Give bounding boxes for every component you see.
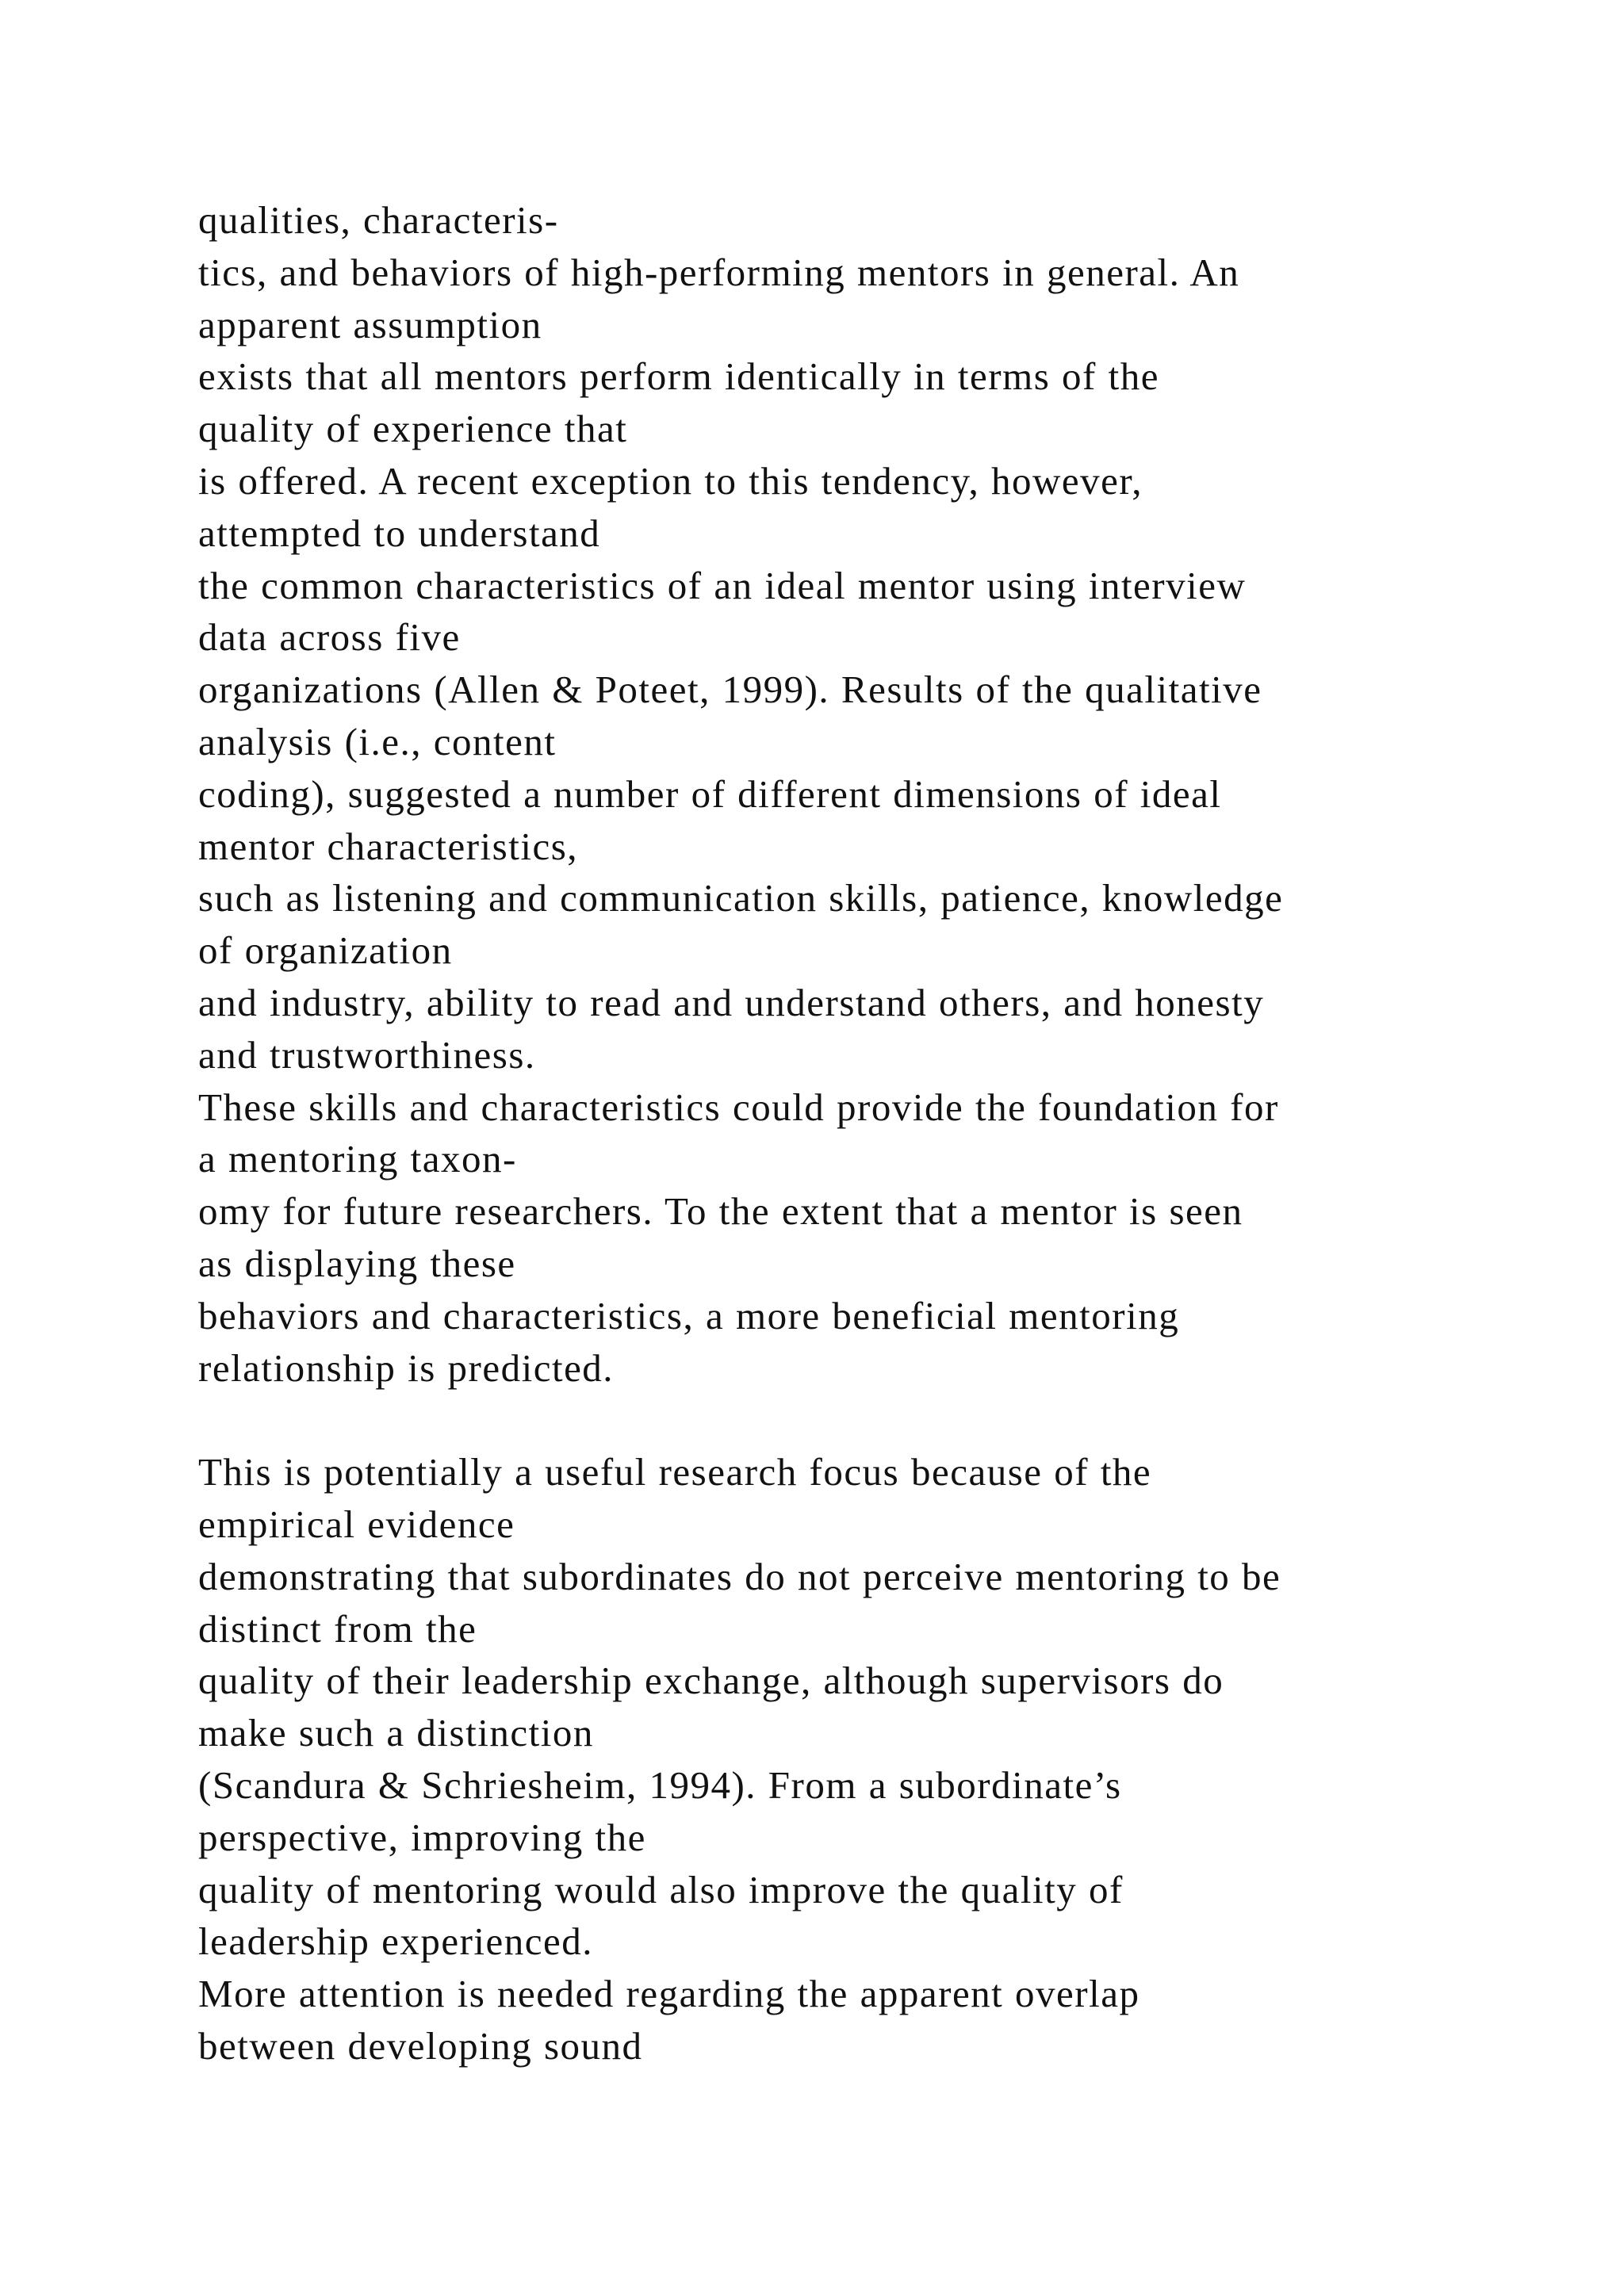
text-line: is offered. A recent exception to this tendency, however, bbox=[198, 458, 1143, 503]
text-line: demonstrating that subordinates do not perceive mentoring to be bbox=[198, 1554, 1281, 1598]
text-line: the common characteristics of an ideal mentor using interview bbox=[198, 563, 1247, 607]
paragraph-break bbox=[198, 1394, 1594, 1446]
text-line: behaviors and characteristics, a more beneficial mentoring bbox=[198, 1293, 1180, 1337]
text-line: a mentoring taxon- bbox=[198, 1137, 517, 1181]
text-line: distinct from the bbox=[198, 1606, 477, 1651]
text-line: organizations (Allen & Poteet, 1999). Results of the qualitative bbox=[198, 668, 1262, 712]
text-line: coding), suggested a number of different dimensions of ideal bbox=[198, 771, 1222, 816]
text-line: empirical evidence bbox=[198, 1502, 515, 1546]
text-line: tics, and behaviors of high-performing mentors in general. An bbox=[198, 250, 1240, 294]
text-line: These skills and characteristics could provide the foundation for bbox=[198, 1085, 1279, 1129]
text-line: attempted to understand bbox=[198, 511, 601, 555]
text-line: and industry, ability to read and understand others, and honesty bbox=[198, 980, 1265, 1024]
text-line: such as listening and communication skills, patience, knowledge bbox=[198, 876, 1284, 920]
text-line: exists that all mentors perform identically in terms of the bbox=[198, 354, 1159, 399]
text-line: qualities, characteris- bbox=[198, 198, 559, 242]
text-line: perspective, improving the bbox=[198, 1815, 646, 1859]
text-line: as displaying these bbox=[198, 1241, 516, 1285]
text-line: leadership experienced. bbox=[198, 1919, 594, 1964]
text-line: between developing sound bbox=[198, 2023, 643, 2068]
text-line: quality of mentoring would also improve the quality of bbox=[198, 1867, 1124, 1911]
text-line: of organization bbox=[198, 928, 453, 973]
text-line: apparent assumption bbox=[198, 302, 542, 346]
body-text bbox=[198, 194, 1594, 2072]
text-line: omy for future researchers. To the extent that a mentor is seen bbox=[198, 1189, 1243, 1234]
text-line: mentor characteristics, bbox=[198, 824, 579, 868]
text-line: analysis (i.e., content bbox=[198, 719, 557, 763]
text-line: quality of experience that bbox=[198, 407, 628, 451]
text-line: and trustworthiness. bbox=[198, 1032, 536, 1077]
text-line: data across five bbox=[198, 615, 461, 660]
text-line: quality of their leadership exchange, although supervisors do bbox=[198, 1659, 1224, 1703]
text-line: More attention is needed regarding the apparent overlap bbox=[198, 1972, 1140, 2016]
text-line: (Scandura & Schriesheim, 1994). From a subordinate’s bbox=[198, 1762, 1122, 1807]
text-line: make such a distinction bbox=[198, 1711, 594, 1755]
text-line: relationship is predicted. bbox=[198, 1345, 615, 1390]
text-line: This is potentially a useful research focus because of the bbox=[198, 1450, 1152, 1494]
